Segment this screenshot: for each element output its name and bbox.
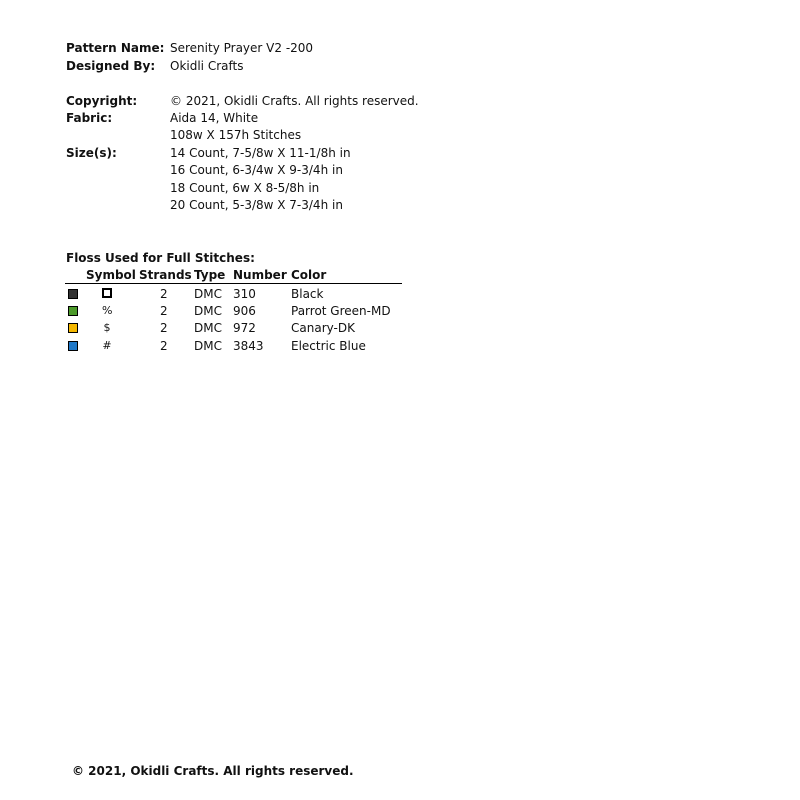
pattern-name-label: Pattern Name: (66, 41, 165, 55)
header-color: Color (291, 268, 327, 282)
fabric-value: Aida 14, White (170, 111, 259, 125)
color-name: Parrot Green-MD (291, 304, 391, 318)
color-name: Canary-DK (291, 321, 355, 335)
footer-copyright: © 2021, Okidli Crafts. All rights reserved. (72, 764, 354, 778)
header-strands: Strands (139, 268, 192, 282)
color-name: Electric Blue (291, 339, 366, 353)
stitch-count: 108w X 157h Stitches (170, 128, 302, 142)
type-value: DMC (194, 304, 222, 318)
header-type: Type (194, 268, 226, 282)
color-name: Black (291, 287, 324, 301)
symbol-glyph: % (102, 304, 113, 317)
sizes-label: Size(s): (66, 146, 117, 160)
type-value: DMC (194, 321, 222, 335)
square-dot-icon (102, 288, 112, 298)
pattern-name-value: Serenity Prayer V2 -200 (170, 41, 314, 55)
strands-value: 2 (160, 321, 168, 335)
size-line: 16 Count, 6-3/4w X 9-3/4h in (170, 163, 343, 177)
strands-value: 2 (160, 287, 168, 301)
symbol-glyph: $ (103, 321, 111, 334)
color-swatch (68, 341, 78, 351)
header-symbol: Symbol (86, 268, 136, 282)
type-value: DMC (194, 339, 222, 353)
number-value: 3843 (233, 339, 264, 353)
size-line: 20 Count, 5-3/8w X 7-3/4h in (170, 198, 343, 212)
designed-by-label: Designed By: (66, 59, 156, 73)
color-swatch (68, 289, 78, 299)
designed-by-value: Okidli Crafts (170, 59, 244, 73)
size-line: 14 Count, 7-5/8w X 11-1/8h in (170, 146, 351, 160)
number-value: 972 (233, 321, 256, 335)
copyright-value: © 2021, Okidli Crafts. All rights reserved. (170, 94, 419, 108)
number-value: 310 (233, 287, 256, 301)
strands-value: 2 (160, 339, 168, 353)
color-swatch (68, 323, 78, 333)
symbol-glyph: # (102, 339, 112, 352)
floss-title: Floss Used for Full Stitches: (66, 251, 255, 265)
number-value: 906 (233, 304, 256, 318)
type-value: DMC (194, 287, 222, 301)
header-number: Number (233, 268, 287, 282)
fabric-label: Fabric: (66, 111, 113, 125)
strands-value: 2 (160, 304, 168, 318)
header-divider (65, 283, 402, 284)
size-line: 18 Count, 6w X 8-5/8h in (170, 181, 320, 195)
copyright-label: Copyright: (66, 94, 138, 108)
color-swatch (68, 306, 78, 316)
